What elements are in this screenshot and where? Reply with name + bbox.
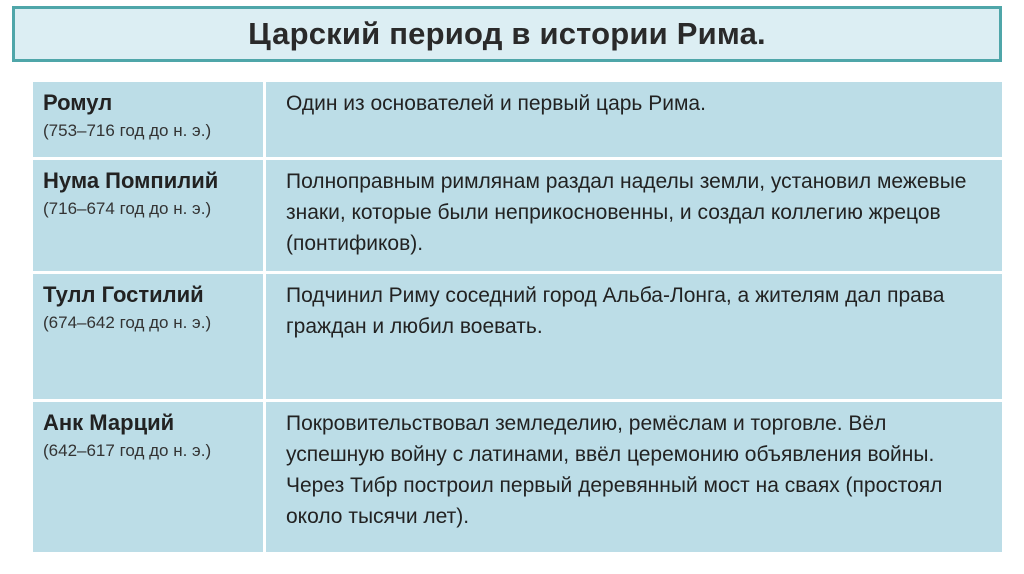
king-name: Нума Помпилий (43, 168, 219, 193)
king-name-cell (32, 401, 265, 554)
king-description-cell (265, 401, 1004, 554)
table-row (32, 401, 1004, 554)
king-description: Подчинил Риму соседний город Альба-Лонга, а жителям дал права граждан и любил воевать. (286, 284, 945, 338)
table-row (32, 273, 1004, 401)
king-dates: (674–642 год до н. э.) (43, 313, 212, 332)
king-description: Покровительствовал земледелию, ремёслам и торговле. Вёл успешную войну с латинами, ввёл церемонию объявления войны. Через Тибр построил первый деревянный мост на сваях (простоял около тысячи лет). (286, 412, 943, 528)
king-name-cell (32, 159, 265, 273)
slide-title-box (12, 6, 1002, 62)
king-description: Полноправным римлянам раздал наделы земли, установил межевые знаки, которые были неприкосновенны, и создал коллегию жрецов (понтификов). (286, 170, 967, 255)
king-dates: (642–617 год до н. э.) (43, 441, 212, 460)
king-name-cell (32, 81, 265, 159)
king-name: Тулл Гостилий (43, 282, 204, 307)
king-description-cell (265, 273, 1004, 401)
king-dates: (753–716 год до н. э.) (43, 121, 212, 140)
table-row (32, 159, 1004, 273)
king-description: Один из основателей и первый царь Рима. (286, 92, 706, 115)
king-description-cell (265, 159, 1004, 273)
king-name: Анк Марций (43, 410, 175, 435)
slide-title: Царский период в истории Рима. (248, 16, 766, 51)
kings-table (30, 79, 1005, 555)
king-description-cell (265, 81, 1004, 159)
king-name-cell (32, 273, 265, 401)
king-name: Ромул (43, 90, 113, 115)
king-dates: (716–674 год до н. э.) (43, 199, 212, 218)
table-row (32, 81, 1004, 159)
